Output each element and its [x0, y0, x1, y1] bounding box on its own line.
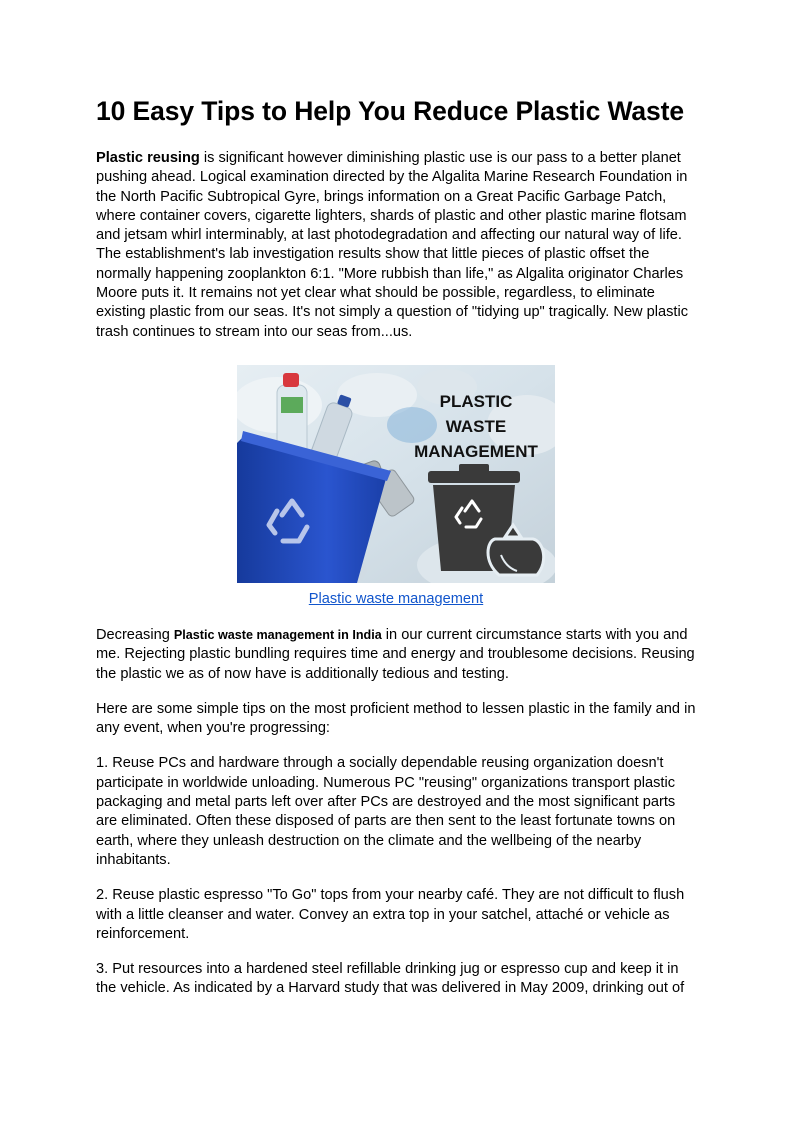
figure: [96, 365, 696, 609]
tip-2: 2. Reuse plastic espresso "To Go" tops from your nearby café. They are not difficult to flush with a little cleanser and water. Convey an extra top in your satchel, attaché or vehicle as reinforcement.: [96, 887, 685, 942]
image-text-line-2: WASTE: [445, 416, 507, 436]
plastic-waste-image: [237, 365, 555, 583]
tip-1: 1. Reuse PCs and hardware through a socially dependable reusing organization doesn't participate in worldwide unloading. Numerous PC "reusing" organizations transport plastic packaging and metal parts left over after PCs are destroyed and the most significant parts are eliminated. Often these disposed of parts are then sent to the least fortunate towns on earth, where they unleash destruction on the climate and the wellbeing of the nearby inhabitants.: [96, 755, 676, 868]
paragraph-simple-tips: Here are some simple tips on the most proficient method to lessen plastic in the family and in any event, when you're progressing:: [96, 700, 696, 737]
para2-lead: Decreasing: [96, 626, 174, 643]
document-body: [96, 93, 696, 999]
page-title: 10 Easy Tips to Help You Reduce Plastic Waste: [96, 96, 685, 126]
para2-bold: Plastic waste management in India: [173, 627, 382, 642]
intro-bold-lead: Plastic reusing: [96, 150, 200, 166]
intro-paragraph: [96, 149, 696, 342]
caption-link[interactable]: Plastic waste management: [308, 590, 484, 607]
para2-text: in our current circumstance starts with you and me. Rejecting plastic bundling requires time and energy and troublesome decisions. Reusing the plastic we as of now have is additionally tedious and testing.: [96, 626, 695, 682]
image-text-line-3: MANAGEMENT: [414, 441, 538, 461]
intro-text: is significant however diminishing plastic use is our pass to a better planet pushing ahead. Logical examination directed by the Algalita Marine Research Foundation in the North Pacific Subtropical Gyre, brings information on a Great Pacific Garbage Patch, where container covers, cigarette lighters, shards of plastic and other plastic marine flotsam and jetsam whirl interminably, at last photodegradation and affecting our natural way of life. The establishment's lab investigation results show that little pieces of plastic offset the normally happening zooplankton 6:1. "More rubbish than life," as Algalita originator Charles Moore puts it. It remains not yet clear what should be possible, regardless, to eliminate existing plastic from our seas. It's not simply a question of "tidying up" tragically. New plastic trash continues to stream into our seas from...us.: [96, 150, 689, 340]
paragraph-decreasing: [96, 626, 696, 684]
image-text-line-1: PLASTIC: [439, 391, 513, 411]
tip-3: 3. Put resources into a hardened steel refillable drinking jug or espresso cup and keep it in the vehicle. As indicated by a Harvard study that was delivered in May 2009, drinking out of: [96, 961, 685, 997]
